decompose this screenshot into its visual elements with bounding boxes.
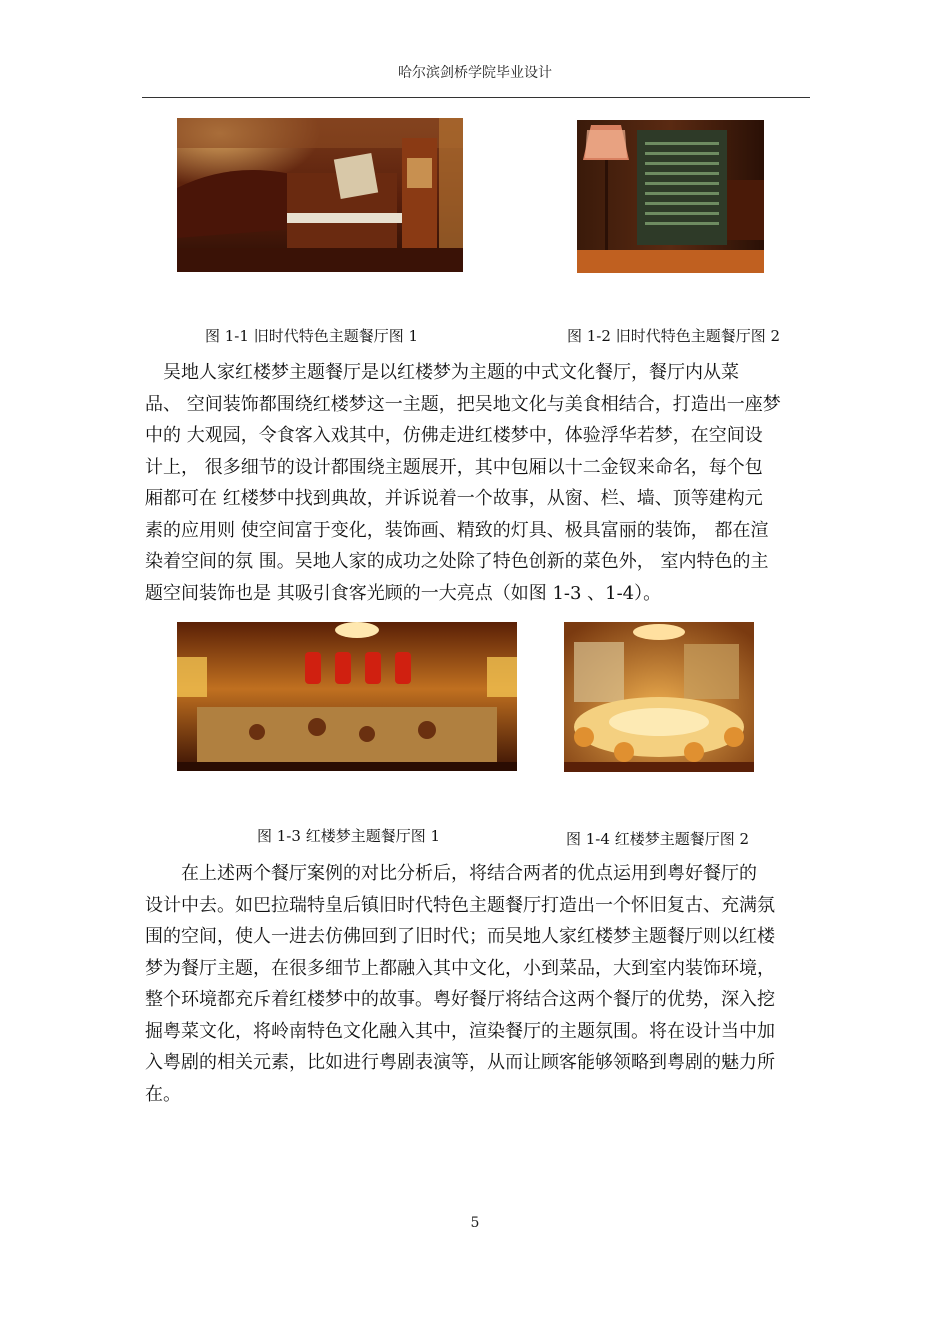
text-line: 整个环境都充斥着红楼梦中的故事。粤好餐厅将结合这两个餐厅的优势，深入挖	[145, 989, 775, 1010]
text-line: 素的应用则 使空间富于变化，装饰画、精致的灯具、极具富丽的装饰， 都在渲	[145, 519, 769, 541]
text-line: 围的空间，使人一进去仿佛回到了旧时代；而吴地人家红楼梦主题餐厅则以红楼	[145, 926, 775, 947]
figure-1-4-caption: 图 1-4 红楼梦主题餐厅图 2	[566, 830, 750, 848]
text-line: 中的 大观园，令食客入戏其中，仿佛走进红楼梦中，体验浮华若梦，在空间设	[145, 425, 763, 446]
page-header: 哈尔滨剑桥学院毕业设计	[398, 65, 552, 81]
text-line: 题空间装饰也是 其吸引食客光顾的一大亮点（如图 1-3 、1-4）。	[145, 582, 662, 604]
text-line: 品、 空间装饰都围绕红楼梦这一主题，把吴地文化与美食相结合，打造出一座梦	[145, 393, 781, 415]
text-line: 设计中去。如巴拉瑞特皇后镇旧时代特色主题餐厅打造出一个怀旧复古、充满氛	[145, 894, 775, 916]
figure-1-3-photo	[177, 622, 517, 771]
text-line: 在。	[145, 1083, 181, 1105]
text-line: 厢都可在 红楼梦中找到典故，并诉说着一个故事，从窗、栏、墙、顶等建构元	[145, 488, 763, 509]
page-number: 5	[470, 1215, 480, 1231]
figure-1-1-photo	[177, 118, 463, 272]
text-line: 在上述两个餐厅案例的对比分析后，将结合两者的优点运用到粤好餐厅的	[145, 863, 757, 884]
paragraph-comparison	[145, 858, 775, 1110]
figure-1-2-photo	[577, 120, 764, 273]
figure-1-3-caption: 图 1-3 红楼梦主题餐厅图 1	[257, 827, 441, 845]
text-line: 掘粤菜文化，将岭南特色文化融入其中，渲染餐厅的主题氛围。将在设计当中加	[145, 1020, 775, 1042]
figure-1-4-photo	[564, 622, 754, 772]
text-line: 染着空间的氛 围。吴地人家的成功之处除了特色创新的菜色外， 室内特色的主	[145, 551, 769, 572]
text-line: 入粤剧的相关元素，比如进行粤剧表演等，从而让顾客能够领略到粤剧的魅力所	[145, 1052, 775, 1073]
text-line: 梦为餐厅主题，在很多细节上都融入其中文化，小到菜品，大到室内装饰环境，	[145, 957, 775, 979]
figure-1-1-caption: 图 1-1 旧时代特色主题餐厅图 1	[205, 327, 419, 345]
text-line: 吴地人家红楼梦主题餐厅是以红楼梦为主题的中式文化餐厅，餐厅内从菜	[145, 362, 739, 383]
paragraph-wudi-renjia	[145, 357, 781, 609]
figure-1-2-caption: 图 1-2 旧时代特色主题餐厅图 2	[567, 327, 781, 345]
header-divider	[142, 97, 810, 98]
text-line: 计上， 很多细节的设计都围绕主题展开，其中包厢以十二金钗来命名，每个包	[145, 456, 763, 478]
